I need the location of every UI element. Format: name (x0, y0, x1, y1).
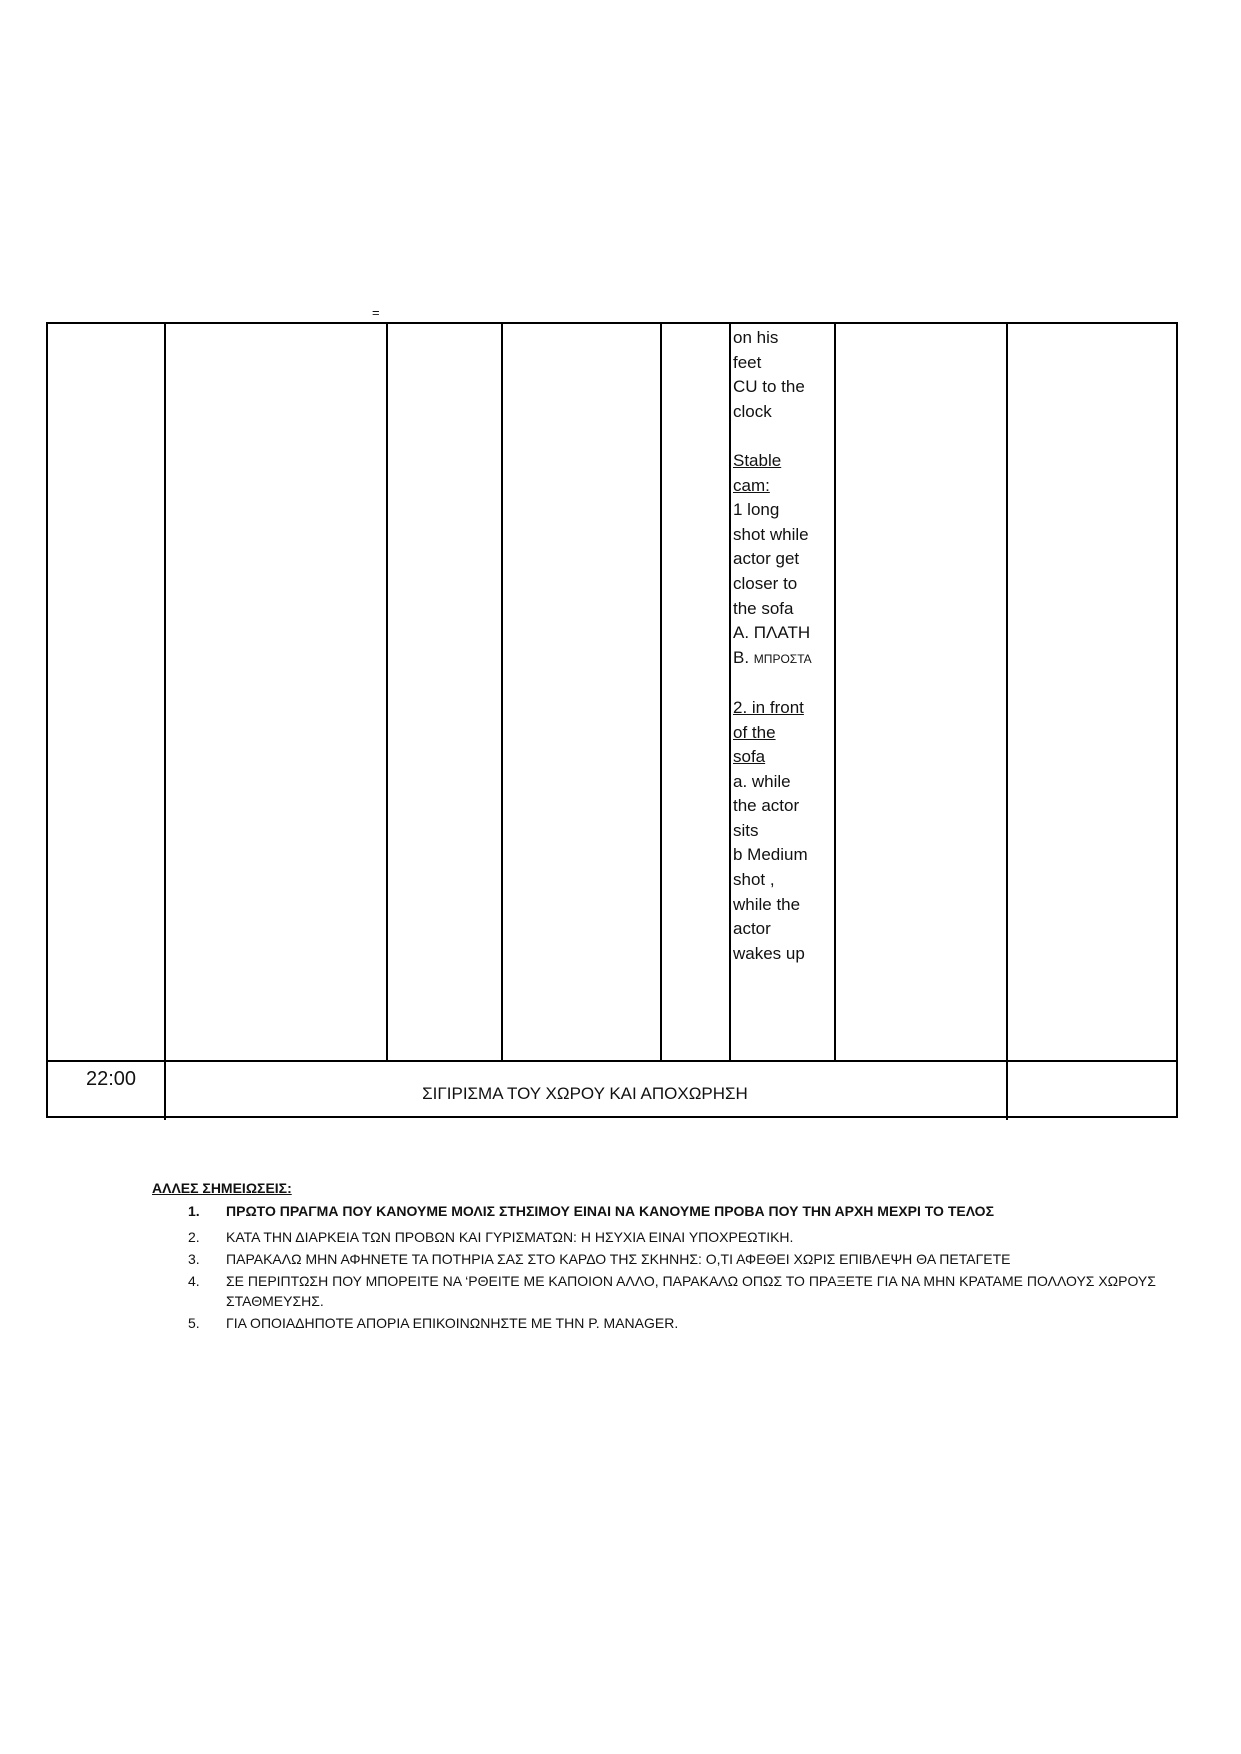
column-divider (501, 324, 503, 1060)
other-notes (152, 1180, 1212, 1335)
shot-note-line: Α. ΠΛΑΤΗ (733, 623, 811, 643)
shot-note-line: sofa (733, 747, 766, 767)
column-divider (660, 324, 662, 1060)
shot-note-small: ΜΠΡΟΣΤΑ (753, 651, 812, 666)
note-number: 3. (188, 1251, 200, 1267)
note-item (152, 1201, 1212, 1221)
note-number: 4. (188, 1273, 200, 1289)
time-cell: 22:00 (86, 1068, 137, 1090)
shot-note-line: Stable (733, 450, 782, 470)
shot-note-line: the sofa (733, 598, 794, 618)
shot-note-line: the actor (733, 796, 800, 816)
column-divider (386, 324, 388, 1060)
shot-note-line: shot , (733, 870, 775, 890)
shot-note-line: on his (733, 328, 779, 347)
note-text: ΠΑΡΑΚΑΛΩ ΜΗΝ ΑΦΗΝΕΤΕ ΤΑ ΠΟΤΗΡΙΑ ΣΑΣ ΣΤΟ ΚΑΡΔΟ ΤΗΣ ΣΚΗΝΗΣ: Ο,ΤΙ ΑΦΕΘΕΙ ΧΩΡΙΣ ΕΠΙΒΛΕΨΗ ΘΑ ΠΕΤΑΓΕΤΕ (226, 1251, 1011, 1267)
shot-note-line: b Medium (733, 845, 808, 865)
blank-line (733, 424, 833, 449)
shot-note-line: cam: (733, 475, 770, 495)
shot-note-line (733, 646, 833, 672)
shot-note-line: feet (733, 352, 762, 372)
shot-notes-cell (733, 326, 833, 966)
note-text: ΣΕ ΠΕΡΙΠΤΩΣΗ ΠΟΥ ΜΠΟΡΕΙΤΕ ΝΑ ‘ΡΘΕΙΤΕ ΜΕ ΚΑΠΟΙΟΝ ΑΛΛΟ, ΠΑΡΑΚΑΛΩ ΟΠΩΣ ΤΟ ΠΡΑΞΕΤΕ ΓΙΑ ΝΑ ΜΗΝ ΚΡΑΤΑΜΕ ΠΟΛΛΟΥΣ ΧΩΡΟΥΣ ΣΤΑΘΜΕΥΣΗΣ. (226, 1273, 1156, 1309)
schedule-table (46, 322, 1178, 1118)
column-divider (834, 324, 836, 1060)
notes-heading: ΑΛΛΕΣ ΣΗΜΕΙΩΣΕΙΣ: (152, 1180, 292, 1196)
column-divider (729, 324, 731, 1060)
shot-note-line: CU to the (733, 377, 805, 397)
shot-note-line: clock (733, 401, 772, 421)
shot-note-line: actor get (733, 549, 800, 569)
note-item (152, 1227, 1212, 1247)
shot-note-line: 2. in front (733, 697, 804, 717)
row-divider (48, 1060, 1176, 1062)
note-item (152, 1271, 1212, 1311)
note-number: 2. (188, 1229, 200, 1245)
shot-note-line: a. while (733, 771, 791, 791)
note-number: 5. (188, 1315, 200, 1331)
shot-note-line: wakes up (733, 943, 805, 963)
note-number: 1. (188, 1203, 200, 1219)
shot-note-line: shot while (733, 524, 809, 544)
shot-note-line: while the (733, 894, 801, 914)
column-divider (164, 324, 166, 1060)
shot-note-line: actor (733, 919, 771, 939)
note-item (152, 1313, 1212, 1333)
shot-note-line: sits (733, 820, 759, 840)
shot-note-line: of the (733, 722, 776, 742)
note-text: ΚΑΤΑ ΤΗΝ ΔΙΑΡΚΕΙΑ ΤΩΝ ΠΡΟΒΩΝ ΚΑΙ ΓΥΡΙΣΜΑΤΩΝ: Η ΗΣΥΧΙΑ ΕΙΝΑΙ ΥΠΟΧΡΕΩΤΙΚΗ. (226, 1229, 794, 1245)
blank-line (733, 671, 833, 696)
activity-cell: ΣΙΓΙΡΙΣΜΑ ΤΟΥ ΧΩΡΟΥ ΚΑΙ ΑΠΟΧΩΡΗΣΗ (422, 1084, 748, 1103)
shot-note-line: closer to (733, 573, 798, 593)
equals-marker: = (372, 305, 380, 320)
column-divider (1006, 324, 1008, 1120)
shot-note-line: 1 long (733, 500, 780, 520)
shot-note-prefix: Β. (733, 647, 750, 667)
note-text: ΠΡΩΤΟ ΠΡΑΓΜΑ ΠΟΥ ΚΑΝΟΥΜΕ ΜΟΛΙΣ ΣΤΗΣΙΜΟΥ ΕΙΝΑΙ ΝΑ ΚΑΝΟΥΜΕ ΠΡΟΒΑ ΠΟΥ ΤΗΝ ΑΡΧΗ ΜΕΧΡΙ ΤΟ ΤΕΛΟΣ (226, 1203, 994, 1219)
note-text: ΓΙΑ ΟΠΟΙΑΔΗΠΟΤΕ ΑΠΟΡΙΑ ΕΠΙΚΟΙΝΩΝΗΣΤΕ ΜΕ ΤΗΝ Ρ. MANAGER. (226, 1315, 679, 1331)
note-item (152, 1249, 1212, 1269)
notes-list (152, 1201, 1212, 1333)
